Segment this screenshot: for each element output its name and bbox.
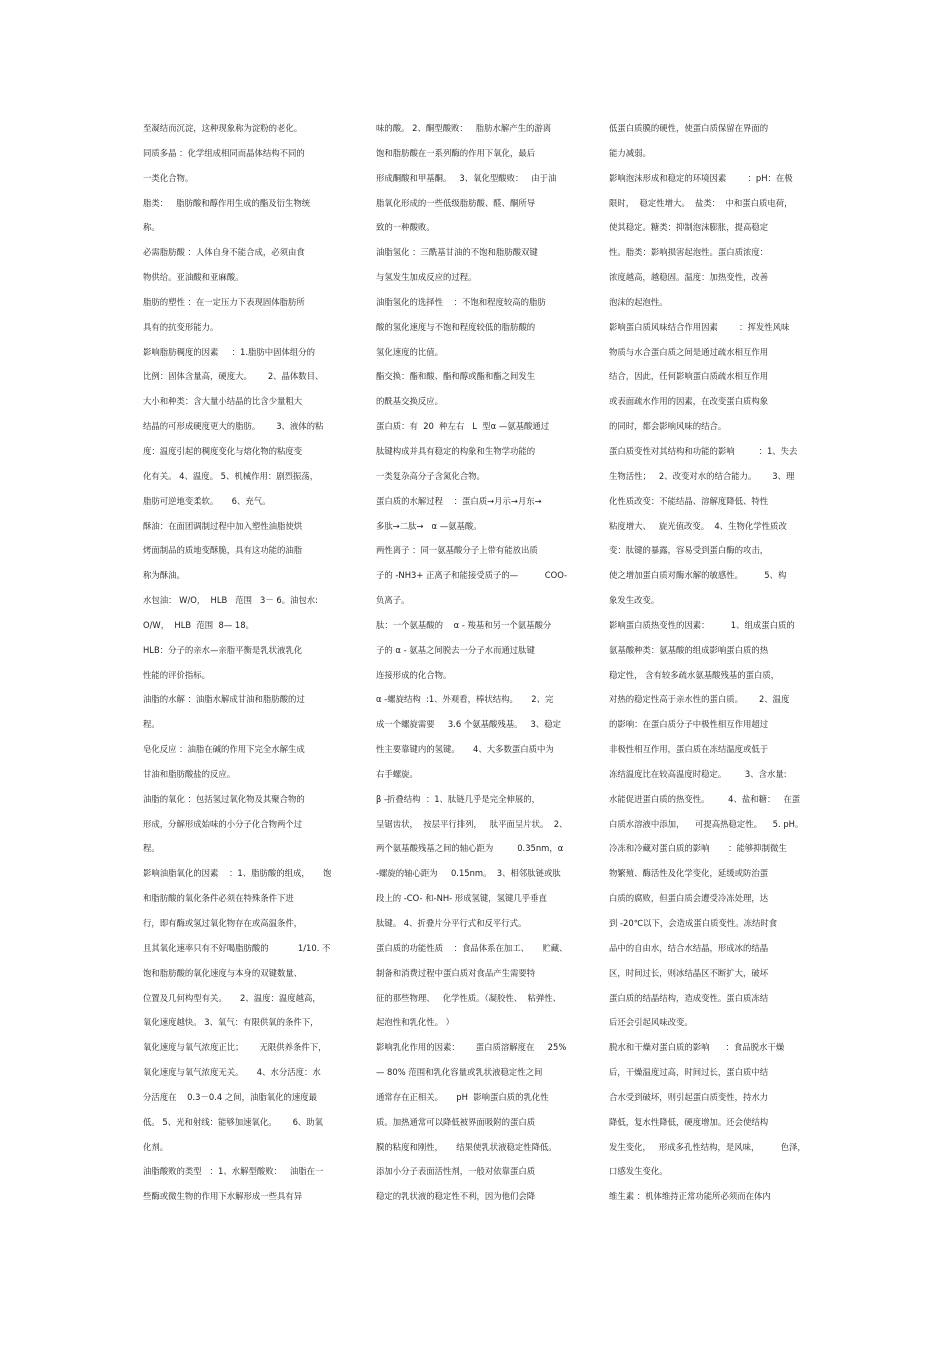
text-line: 和脂肪酸的氧化条件必须在特殊条件下进 [143, 893, 294, 904]
text-line: 称。 [143, 222, 160, 233]
text-line: 添加小分子表面活性剂，一般对依靠蛋白质 [376, 1166, 536, 1177]
text-line: 酸的氢化速度与不饱和程度较低的脂肪酸的 [376, 321, 536, 332]
text-line: 通常存在正相关。 pH 影响蛋白质的乳化性 [376, 1091, 549, 1102]
text-line: 行，即有酶或氢过氧化物存在或高温条件， [143, 918, 303, 928]
text-line: 至凝结而沉淀，这种现象称为淀粉的老化。 [143, 123, 303, 133]
text-line: 致的一种酸败。 [376, 222, 435, 233]
text-line: 区，时间过长，则冰结晶区不断扩大，破坏 [609, 967, 769, 978]
text-line: 两性离子 ：同一氨基酸分子上带有能放出质 [376, 545, 538, 556]
text-line: 蛋白质：有 20 种左右 L 型α —氨基酸通过 [376, 421, 550, 432]
text-column-right [609, 116, 814, 1209]
text-line: 膜的粘度和刚性， 结果使乳状液稳定性降低。 [376, 1141, 557, 1152]
text-line: 使之增加蛋白质对酶水解的敏感性。 5、构 [609, 570, 787, 581]
text-line: 皂化反应 ：油脂在碱的作用下完全水解生成 [143, 744, 305, 755]
text-line: 后还会引起风味改变。 [609, 1017, 693, 1028]
text-line: 同质多晶 ：化学组成相同而晶体结构不同的 [143, 147, 305, 158]
text-line: 发生变化， 形成多孔性结构，是风味， 色泽， [609, 1141, 806, 1152]
text-line: 征的那些物理、 化学性质。（凝胶性、 粘弹性、 [376, 992, 561, 1003]
text-line: 的酰基交换反应。 [376, 396, 443, 407]
text-line: 子的 -NH3+ 正离子和能接受质子的— COO- [376, 570, 568, 581]
text-line: 饱和脂肪酸在一系列酶的作用下氧化，最后 [376, 147, 536, 158]
text-line: 位置及几何构型有关。 2、温度：温度越高， [143, 992, 321, 1003]
text-line: 或表面疏水作用的因素，在改变蛋白质构象 [609, 396, 769, 407]
text-line: α -螺旋结构 :1、外观看，棒状结构。 2、完 [376, 694, 554, 705]
text-line: 肽键。 4、折叠片分平行式和反平行式。 [376, 918, 527, 928]
text-line: -螺旋的轴心距为 0.15nm。 3、相邻肽链或肽 [376, 868, 561, 879]
text-line: 一类化合物。 [143, 172, 194, 183]
text-line: 肽：一个氨基酸的 α - 羧基和另一个氨基酸分 [376, 619, 552, 630]
text-line: 脂氧化形成的一些低级脂肪酸、醛、酮所导 [376, 197, 536, 208]
text-line: 酯交换：酯和酸、酯和醇或酯和酯之间发生 [376, 371, 536, 382]
text-line: 使其稳定。糖类：抑制泡沫膨胀，提高稳定 [609, 222, 769, 233]
text-line: 冷冻和冷藏对蛋白质的影响 ：能够抑制微生 [609, 843, 787, 854]
text-line: 水能促进蛋白质的热变性。 4、盐和糖： 在蛋 [609, 793, 801, 804]
text-line: 子的 α - 氨基之间脱去一分子水而通过肽键 [376, 644, 535, 655]
text-line: 的同时，都会影响风味的结合。 [609, 421, 727, 432]
text-line: 变：肽键的暴露，容易受到蛋白酶的攻击， [609, 545, 769, 556]
text-line: 连接形成的化合物。 [376, 669, 452, 680]
text-line: HLB：分子的亲水—亲脂平衡是乳状液乳化 [143, 644, 303, 655]
text-line: 味的酸。 2、酮型酸败： 脂肪水解产生的游离 [376, 123, 552, 133]
text-line: 到 -20℃以下，会造成蛋白质变性。冻结时食 [609, 918, 778, 928]
text-line: β -折叠结构 ：1、肽链几乎是完全伸展的， [376, 793, 541, 804]
text-line: 性。脂类：影响损害起泡性。蛋白质浓度： [609, 247, 769, 258]
text-line: 度：温度引起的稠度变化与熔化物的粘度变 [143, 445, 303, 456]
text-line: 性能的评价指标。 [143, 669, 210, 680]
text-line: 肽键构成并具有稳定的构象和生物学功能的 [376, 445, 536, 456]
text-line: 脂肪可逆地变柔软。 6、充气。 [143, 495, 271, 506]
text-line: 泡沫的起泡性。 [609, 296, 668, 307]
text-line: 质。加热通常可以降低被界面吸附的蛋白质 [376, 1116, 536, 1127]
text-line: 形成酮酸和甲基酮。 3、氧化型酸败： 由于油 [376, 172, 557, 183]
text-line: 稳定的乳状液的稳定性不利，因为他们会降 [376, 1191, 536, 1202]
text-line: 油脂的氧化 ：包括氢过氧化物及其聚合物的 [143, 793, 305, 804]
text-column-middle [376, 116, 581, 1209]
text-line: 影响蛋白质热变性的因素： 1、组成蛋白质的 [609, 619, 795, 630]
text-line: 低。 5、光和射线：能够加速氧化。 6、助氧 [143, 1116, 324, 1127]
text-line: 低蛋白质膜的硬性，使蛋白质保留在界面的 [609, 123, 769, 133]
text-line: 具有的抗变形能力。 [143, 321, 219, 332]
text-line: 蛋白质变性对其结构和功能的影响 ：1、失去 [609, 445, 798, 456]
text-line: O/W， HLB 范围 8— 18。 [143, 619, 254, 630]
text-line: 两个氨基酸残基之间的轴心距为 0.35nm，α [376, 843, 564, 854]
text-line: 粘度增大、 旋光值改变。 4、生物化学性质改 [609, 520, 787, 531]
text-line: 右手螺旋。 [376, 768, 418, 779]
text-line: 多肽→二肽→ α —氨基酸。 [376, 520, 482, 531]
text-line: 些酶或微生物的作用下水解形成一些具有异 [143, 1191, 303, 1202]
text-line: 结晶的可形成硬度更大的脂肪。 3、液体的粘 [143, 421, 324, 432]
text-line: 口感发生变化。 [609, 1166, 668, 1177]
text-line: 程。 [143, 719, 160, 730]
text-line: 呈锯齿状， 按层平行排列， 肽平面呈片状。 2、 [376, 818, 568, 829]
text-line: 的影响：在蛋白质分子中极性相互作用超过 [609, 719, 769, 730]
text-line: 段上的 -CO- 和-NH- 形成氢键，氢键几乎垂直 [376, 893, 547, 904]
text-line: 大小和种类：含大量小结晶的比含少量粗大 [143, 396, 303, 407]
text-line: 甘油和脂肪酸盐的反应。 [143, 768, 236, 779]
text-line: 稳定性， 含有较多疏水氨基酸残基的蛋白质， [609, 669, 780, 680]
text-line: 品中的自由水，结合水结晶，形成冰的结晶 [609, 942, 769, 953]
text-line: 氧化速度与氧气浓度无关。 4、水分活度：水 [143, 1067, 321, 1078]
text-line: 且其氧化速率只有不好喝脂肪酸的 1/10. 不 [143, 942, 331, 953]
text-line: 物繁殖、酶活性及化学变化，延缓或防治蛋 [609, 868, 769, 879]
text-line: 结合，因此，任何影响蛋白质疏水相互作用 [609, 371, 769, 382]
text-line: 烤面制品的质地变酥脆，具有这功能的油脂 [143, 545, 303, 556]
text-line: 化性质改变：不能结晶、溶解度降低、特性 [609, 495, 769, 506]
text-line: 对热的稳定性高于亲水性的蛋白质。 2、温度 [609, 694, 790, 705]
text-line: 油脂氢化 ：三酰基甘油的不饱和脂肪酸双键 [376, 247, 538, 258]
text-line: 水包油： W/O， HLB 范围 3－ 6。油包水: [143, 595, 319, 606]
text-line: 浓度越高，越稳固。温度：加热变性，改善 [609, 272, 769, 283]
text-line: 酥油：在面团调制过程中加入塑性油脂使烘 [143, 520, 303, 531]
text-line: 物供给。亚油酸和亚麻酸。 [143, 272, 244, 283]
text-line: 油脂酸败的类型 ：1、水解型酸败： 油脂在一 [143, 1166, 324, 1177]
text-line: 物质与水合蛋白质之间是通过疏水相互作用 [609, 346, 769, 357]
text-line: 影响乳化作用的因素： 蛋白质溶解度在 25% [376, 1042, 567, 1053]
text-line: 影响泡沫形成和稳定的环境因素 ：pH：在极 [609, 172, 793, 183]
text-line: 蛋白质的结晶结构，造成变性。蛋白质冻结 [609, 992, 769, 1003]
text-line: 比例：固体含量高，硬度大。 2、晶体数目、 [143, 371, 324, 382]
text-line: 维生素 ：机体维持正常功能所必须而在体内 [609, 1191, 771, 1202]
text-line: 必需脂肪酸 ：人体自身不能合成，必须由食 [143, 247, 305, 258]
text-line: 分活度在 0.3－0.4 之间，油脂氧化的速度最 [143, 1091, 317, 1102]
text-line: 起泡性和乳化性。 ） [376, 1017, 455, 1028]
text-line: 影响油脂氧化的因素 ：1、脂肪酸的组成， 饱 [143, 868, 332, 879]
text-line: 程。 [143, 843, 160, 854]
text-column-left [143, 116, 348, 1209]
text-line: 油脂的水解 ：油脂水解成甘油和脂肪酸的过 [143, 694, 305, 705]
text-line: 饱和脂肪酸的氧化速度与本身的双键数量、 [143, 967, 303, 978]
text-line: 氢化速度的比值。 [376, 346, 443, 357]
text-line: 影响蛋白质风味结合作用因素 ：挥发性风味 [609, 321, 790, 332]
text-line: 化剂。 [143, 1141, 169, 1152]
text-line: 氧化速度与氧气浓度正比； 无限供养条件下， [143, 1042, 327, 1053]
text-line: 氨基酸种类：氨基酸的组成影响蛋白质的热 [609, 644, 769, 655]
text-line: 象发生改变。 [609, 595, 660, 606]
text-line: 油脂氢化的选择性 ：不饱和程度较高的脂肪 [376, 296, 546, 307]
text-line: 生物活性； 2、改变对水的结合能力。 3、理 [609, 470, 795, 481]
text-line: 脂肪的塑性 ：在一定压力下表现固体脂肪所 [143, 296, 305, 307]
text-line: 限时， 稳定性增大。 盐类： 中和蛋白质电荷， [609, 197, 793, 208]
text-line: 氧化速度越快。 3、氧气：有限供氧的条件下， [143, 1017, 319, 1028]
text-line: 非极性相互作用，蛋白质在冻结温度或低于 [609, 744, 769, 755]
text-line: 后，干燥温度过高，时间过长，蛋白质中结 [609, 1067, 769, 1078]
text-line: 降低，复水性降低，硬度增加。还会使结构 [609, 1116, 769, 1127]
text-line: 蛋白质的水解过程 ：蛋白质→月示→月东→ [376, 495, 542, 506]
text-line: 负离子。 [376, 595, 410, 606]
text-line: 合水受到破坏，则引起蛋白质变性，持水力 [609, 1091, 769, 1102]
text-line: 性主要靠键内的氢键。 4、大多数蛋白质中为 [376, 744, 554, 755]
text-line: 制备和消费过程中蛋白质对食品产生需要特 [376, 967, 536, 978]
text-line: 脱水和干燥对蛋白质的影响 ：食品脱水干燥 [609, 1042, 785, 1053]
text-line: 能力减弱。 [609, 147, 651, 158]
text-line: — 80% 范围和乳化容量或乳状液稳定性之间 [376, 1067, 543, 1078]
text-line: 蛋白质的功能性质 ：食品体系在加工、 贮藏、 [376, 942, 568, 953]
text-line: 白质水溶液中添加， 可提高热稳定性。 5. pH。 [609, 818, 804, 829]
text-line: 化有关。 4、温度。 5、机械作用：剧烈振荡， [143, 470, 319, 481]
text-line: 与氢发生加成反应的过程。 [376, 272, 477, 283]
text-line: 形成，分解形成始味的小分子化合物两个过 [143, 818, 303, 829]
text-line: 脂类： 脂肪酸和醇作用生成的酯及衍生物统 [143, 197, 311, 208]
text-line: 称为酥油。 [143, 570, 185, 581]
text-line: 冻结温度比在较高温度时稳定。 3、含水量: [609, 768, 787, 779]
text-line: 一类复杂高分子含氮化合物。 [376, 470, 485, 481]
text-line: 成一个螺旋需要 3.6 个氨基酸残基。 3、稳定 [376, 719, 561, 730]
text-line: 白质的腐败，但蛋白质会遭受冷冻处理，达 [609, 893, 769, 904]
text-line: 影响脂肪稠度的因素 ：1.脂肪中固体组分的 [143, 346, 316, 357]
